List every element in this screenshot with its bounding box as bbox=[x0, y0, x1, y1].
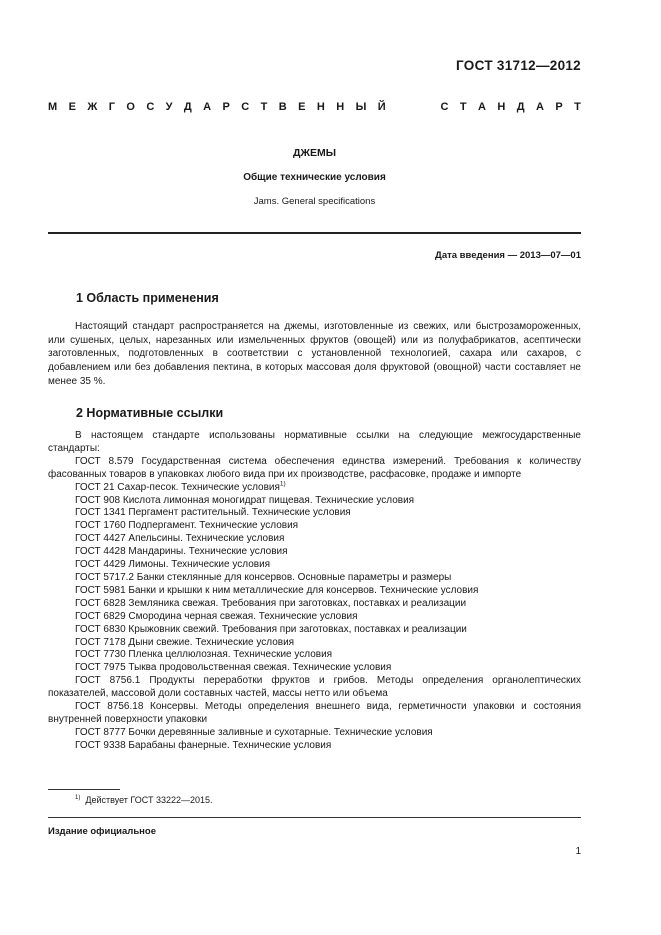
reference-item bbox=[48, 495, 581, 508]
footnote bbox=[75, 795, 213, 805]
banner-letter: А bbox=[535, 101, 544, 113]
reference-item bbox=[48, 559, 581, 572]
reference-item bbox=[48, 637, 581, 650]
reference-text: ГОСТ 21 Сахар-песок. Технические условия bbox=[75, 481, 280, 493]
banner-letter: Г bbox=[108, 101, 115, 113]
banner-letter: Т bbox=[459, 101, 467, 113]
banner-gap bbox=[426, 101, 429, 113]
banner-letter: А bbox=[478, 101, 486, 113]
reference-text: ГОСТ 4427 Апельсины. Технические условия bbox=[75, 533, 285, 545]
section-1-paragraph: Настоящий стандарт распространяется на джемы, изготовленные из свежих, или быстрозамороженных, или сушеных, целых, нарезанных или измельченных фруктов (овощей) или из полуфабрикатов, асептически заготовленных, подготовленных в соответствии с установленной технологией, сахара или сахаров, с добавлением или без добавления пектина, в которых массовая доля фруктовой (овощной) части составляет не менее 35 %. bbox=[48, 321, 581, 387]
banner-letter: Й bbox=[377, 101, 386, 113]
banner-letter: С bbox=[440, 101, 449, 113]
reference-item bbox=[48, 456, 581, 482]
reference-item bbox=[48, 520, 581, 533]
banner-letter: У bbox=[165, 101, 173, 113]
banner-letter: М bbox=[48, 101, 58, 113]
reference-footnote-mark: 1) bbox=[279, 480, 286, 488]
reference-text: ГОСТ 8756.18 Консервы. Методы определения внешнего вида, герметичности упаковки и состояния внутренней поверхности упаковки bbox=[48, 701, 581, 725]
banner-letter: Т bbox=[260, 101, 268, 113]
banner-letter: Т bbox=[574, 101, 581, 113]
reference-item bbox=[48, 624, 581, 637]
banner-letter: А bbox=[203, 101, 212, 113]
reference-item bbox=[48, 649, 581, 662]
footer-divider bbox=[48, 817, 581, 818]
reference-item bbox=[48, 611, 581, 624]
section-1-body bbox=[48, 320, 581, 389]
banner-letter: Р bbox=[222, 101, 230, 113]
banner-letter: Ж bbox=[87, 101, 98, 113]
document-title: ДЖЕМЫ bbox=[293, 147, 336, 159]
reference-text: ГОСТ 908 Кислота лимонная моногидрат пищевая. Технические условия bbox=[75, 494, 415, 506]
reference-text: ГОСТ 5717.2 Банки стеклянные для консервов. Основные параметры и размеры bbox=[75, 571, 452, 583]
reference-text: ГОСТ 1760 Подпергамент. Технические условия bbox=[75, 520, 299, 532]
banner-letter: С bbox=[146, 101, 155, 113]
banner-gap bbox=[412, 101, 415, 113]
standard-number: ГОСТ 31712—2012 bbox=[456, 58, 581, 73]
reference-item bbox=[48, 740, 581, 753]
banner-letter: Р bbox=[555, 101, 563, 113]
reference-item bbox=[48, 572, 581, 585]
reference-item bbox=[48, 727, 581, 740]
reference-text: ГОСТ 7730 Пленка целлюлозная. Технические условия bbox=[75, 649, 333, 661]
footnote-divider bbox=[48, 789, 120, 790]
reference-text: ГОСТ 5981 Банки и крышки к ним металлические для консервов. Технические условия bbox=[75, 584, 479, 596]
banner-letter: Н bbox=[497, 101, 506, 113]
reference-item bbox=[48, 546, 581, 559]
banner-letter: Е bbox=[298, 101, 306, 113]
document-subtitle: Общие технические условия bbox=[243, 172, 386, 183]
footnote-mark: 1) bbox=[75, 795, 81, 801]
banner-letter: Ы bbox=[355, 101, 367, 113]
banner-gap bbox=[397, 101, 400, 113]
banner-letter: В bbox=[278, 101, 287, 113]
references-intro: В настоящем стандарте использованы нормативные ссылки на следующие межгосударственные стандарты: bbox=[48, 430, 581, 454]
document-title-english: Jams. General specifications bbox=[253, 196, 376, 207]
footnote-text: Действует ГОСТ 33222—2015. bbox=[85, 795, 213, 805]
reference-text: ГОСТ 6828 Земляника свежая. Требования при заготовках, поставках и реализации bbox=[75, 597, 467, 609]
reference-text: ГОСТ 7975 Тыква продовольственная свежая. Технические условия bbox=[75, 662, 392, 674]
reference-item bbox=[48, 507, 581, 520]
banner-letter: Е bbox=[68, 101, 76, 113]
header-divider bbox=[48, 232, 581, 234]
reference-item bbox=[48, 533, 581, 546]
official-edition-label: Издание официальное bbox=[48, 826, 156, 837]
reference-item bbox=[48, 701, 581, 727]
reference-text: ГОСТ 6829 Смородина черная свежая. Технические условия bbox=[75, 610, 358, 622]
section-1-heading: 1 Область применения bbox=[76, 291, 219, 305]
reference-text: ГОСТ 7178 Дыни свежие. Технические условия bbox=[75, 636, 295, 648]
reference-text: ГОСТ 4429 Лимоны. Технические условия bbox=[75, 559, 271, 571]
reference-item bbox=[48, 662, 581, 675]
introduction-date: Дата введения — 2013—07—01 bbox=[435, 250, 581, 261]
reference-item bbox=[48, 675, 581, 701]
section-2-heading: 2 Нормативные ссылки bbox=[76, 406, 224, 420]
reference-text: ГОСТ 6830 Крыжовник свежий. Требования при заготовках, поставках и реализации bbox=[75, 623, 467, 635]
reference-text: ГОСТ 9338 Барабаны фанерные. Технические условия bbox=[75, 739, 332, 751]
reference-list bbox=[48, 456, 581, 753]
banner-letter: Н bbox=[316, 101, 325, 113]
banner-letter: Д bbox=[516, 101, 525, 113]
normative-references bbox=[48, 430, 581, 753]
reference-item bbox=[48, 482, 581, 495]
reference-item bbox=[48, 585, 581, 598]
banner-letter: Н bbox=[336, 101, 345, 113]
reference-text: ГОСТ 8.579 Государственная система обеспечения единства измерений. Требования к количеству фасованных товаров в упаковках любого вида при их производстве, расфасовке, продаже и импорте bbox=[48, 455, 581, 480]
page-number: 1 bbox=[575, 846, 581, 857]
reference-item bbox=[48, 598, 581, 611]
reference-text: ГОСТ 8756.1 Продукты переработки фруктов и грибов. Методы определения органолептических показателей, массовой доли составных частей, массы нетто или объема bbox=[48, 675, 581, 700]
banner-letter: Д bbox=[183, 101, 192, 113]
banner-letter: С bbox=[241, 101, 250, 113]
reference-text: ГОСТ 1341 Пергамент растительный. Технические условия bbox=[75, 507, 351, 519]
reference-text: ГОСТ 8777 Бочки деревянные заливные и сухотарные. Технические условия bbox=[75, 726, 433, 738]
interstate-standard-banner bbox=[48, 101, 581, 113]
banner-letter: О bbox=[126, 101, 135, 113]
reference-text: ГОСТ 4428 Мандарины. Технические условия bbox=[75, 546, 288, 558]
